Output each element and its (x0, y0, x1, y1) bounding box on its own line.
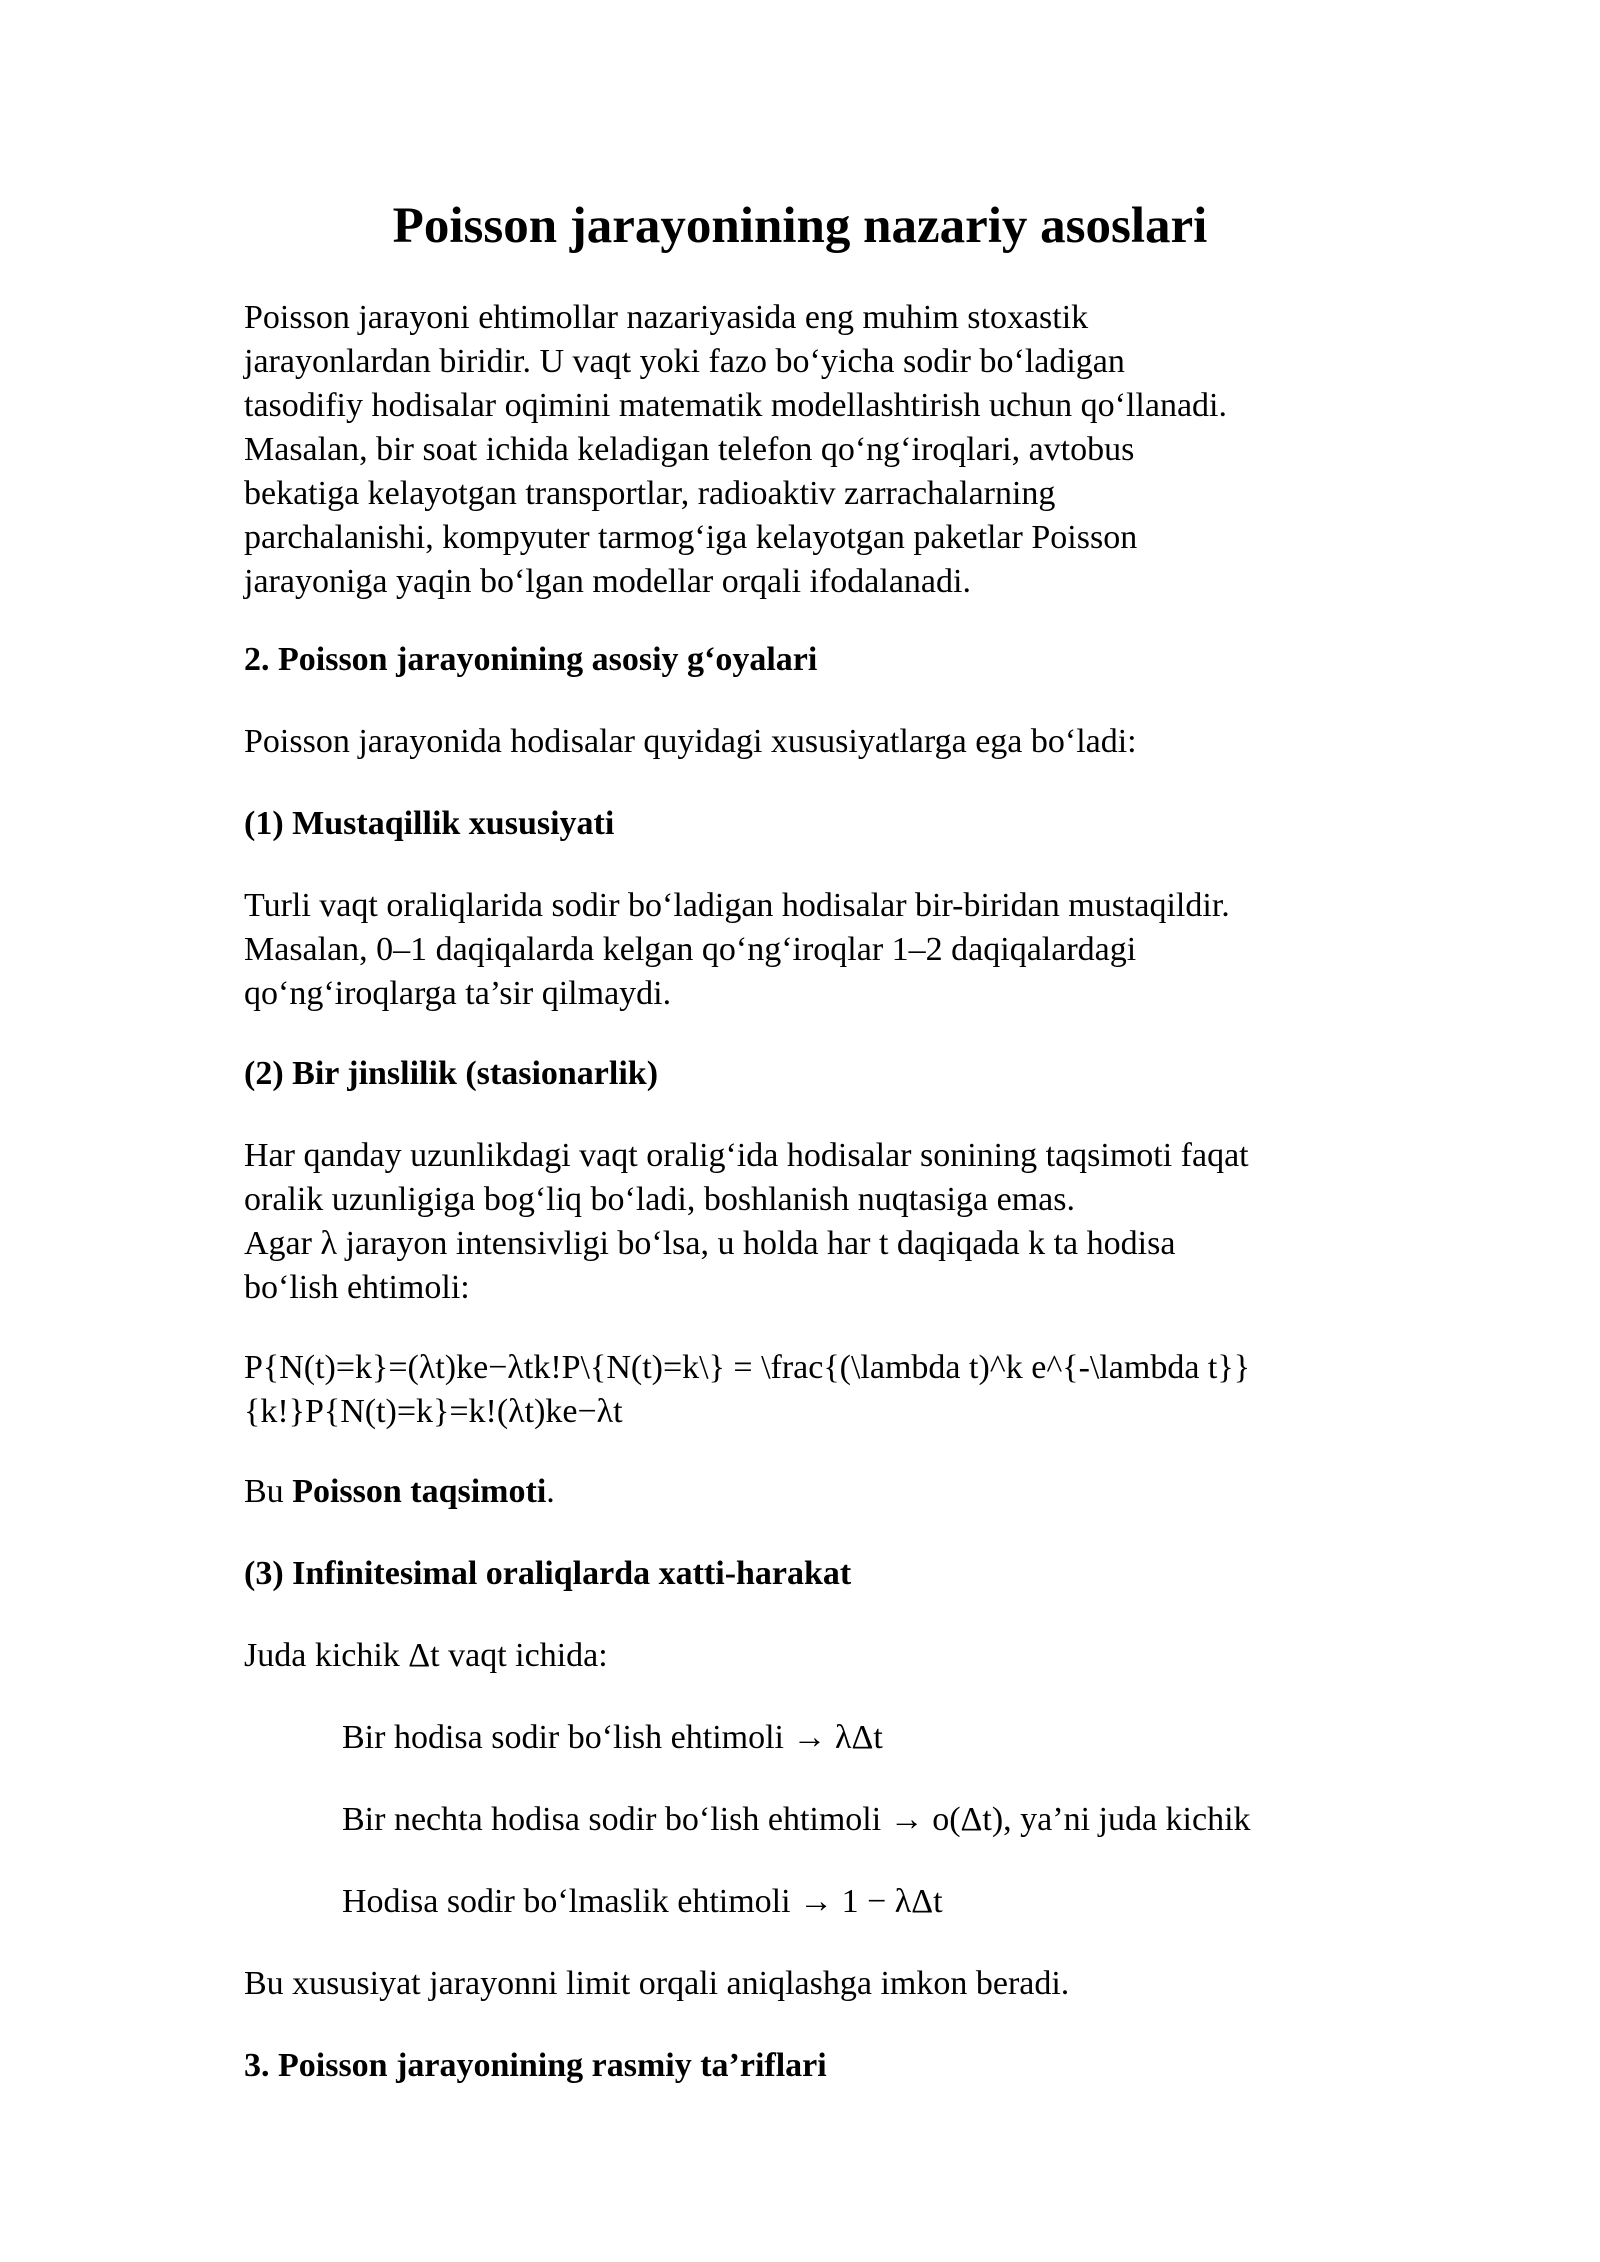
property-3-heading: (3) Infinitesimal oraliqlarda xatti-harakat (244, 1555, 852, 1592)
intro-line: Poisson jarayoni ehtimollar nazariyasida eng muhim stoxastik (244, 299, 1089, 336)
poisson-note (244, 1470, 1384, 1514)
property-3-intro: Juda kichik Δt vaqt ichida: (244, 1637, 608, 1674)
note-term: Poisson taqsimoti (292, 1473, 547, 1510)
intro-line: tasodifiy hodisalar oqimini matematik modellashtirish uchun qo‘llanadi. (244, 387, 1227, 424)
note-prefix: Bu (244, 1473, 293, 1510)
poisson-formula (244, 1346, 1384, 1434)
property-1-paragraph (244, 884, 1384, 1016)
property-2-line: bo‘lish ehtimoli: (244, 1269, 470, 1306)
section-3-heading: 3. Poisson jarayonining rasmiy ta’riflari (244, 2047, 827, 2084)
property-3-item: Bir nechta hodisa sodir bo‘lish ehtimoli → o(Δt), ya’ni juda kichik (342, 1801, 1251, 1838)
property-2-line: oralik uzunligiga bog‘liq bo‘ladi, boshlanish nuqtasiga emas. (244, 1181, 1075, 1218)
property-3-item: Hodisa sodir bo‘lmaslik ehtimoli → 1 − λΔt (342, 1883, 943, 1920)
document-title: Poisson jarayonining nazariy asoslari (392, 198, 1208, 254)
property-1-line: Masalan, 0–1 daqiqalarda kelgan qo‘ng‘iroqlar 1–2 daqiqalardagi (244, 931, 1137, 968)
formula-line: {k!}P{N(t)=k}=k!(λt)ke−λt (244, 1393, 623, 1430)
property-1-heading: (1) Mustaqillik xususiyati (244, 805, 615, 842)
section-2-text: Poisson jarayonida hodisalar quyidagi xususiyatlarga ega bo‘ladi: (244, 723, 1137, 760)
property-3-item: Bir hodisa sodir bo‘lish ehtimoli → λΔt (342, 1719, 883, 1756)
property-1-line: Turli vaqt oraliqlarida sodir bo‘ladigan hodisalar bir-biridan mustaqildir. (244, 887, 1230, 924)
note-suffix: . (546, 1473, 555, 1510)
property-2-line: Har qanday uzunlikdagi vaqt oralig‘ida hodisalar sonining taqsimoti faqat (244, 1137, 1249, 1174)
property-2-line: Agar λ jarayon intensivligi bo‘lsa, u holda har t daqiqada k ta hodisa (244, 1225, 1176, 1262)
section-2-heading: 2. Poisson jarayonining asosiy g‘oyalari (244, 641, 818, 678)
intro-paragraph (244, 296, 1384, 604)
intro-line: Masalan, bir soat ichida keladigan telefon qo‘ng‘iroqlari, avtobus (244, 431, 1135, 468)
formula-line: P{N(t)=k}=(λt)ke−λtk!P\{N(t)=k\} = \frac{(\lambda t)^k e^{-\lambda t}} (244, 1349, 1251, 1386)
intro-line: jarayoniga yaqin bo‘lgan modellar orqali ifodalanadi. (244, 563, 971, 600)
intro-line: parchalanishi, kompyuter tarmog‘iga kelayotgan paketlar Poisson (244, 519, 1138, 556)
intro-line: jarayonlardan biridir. U vaqt yoki fazo bo‘yicha sodir bo‘ladigan (244, 343, 1125, 380)
property-1-line: qo‘ng‘iroqlarga ta’sir qilmaydi. (244, 975, 672, 1012)
property-3-conclusion: Bu xususiyat jarayonni limit orqali aniqlashga imkon beradi. (244, 1965, 1070, 2002)
intro-line: bekatiga kelayotgan transportlar, radioaktiv zarrachalarning (244, 475, 1056, 512)
property-2-paragraph (244, 1134, 1384, 1310)
property-2-heading: (2) Bir jinslilik (stasionarlik) (244, 1055, 659, 1092)
